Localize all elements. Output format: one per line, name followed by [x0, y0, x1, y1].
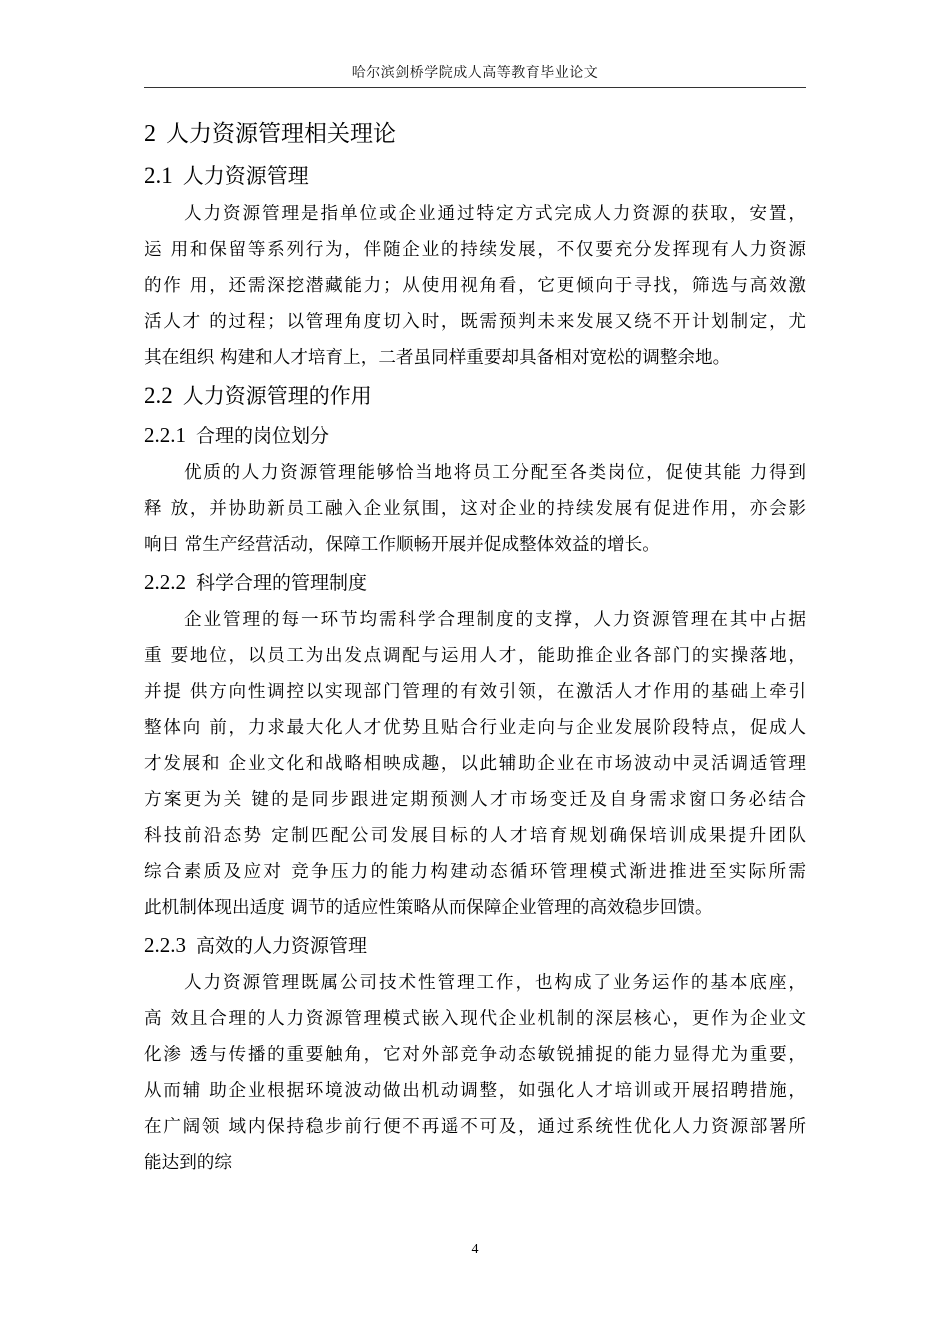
text-line: 人力资源管理既属公司技术性管理工作，也构成了业务运作的基本底座，	[184, 973, 806, 993]
paragraph-2-2-1	[144, 455, 806, 563]
heading-title: 人力资源管理相关理论	[166, 121, 396, 147]
text-line: 在广阔领 域内保持稳步前行便不再遥不可及，通过系统性优化人力资源部署所	[144, 1117, 806, 1137]
paragraph-2-2-3	[144, 965, 806, 1181]
heading-number: 2.2.3	[144, 933, 186, 957]
text-line: 响日 常生产经营活动，保障工作顺畅开展并促成整体效益的增长。	[144, 535, 660, 555]
text-line: 综合素质及应对 竞争压力的能力构建动态循环管理模式渐进推进至实际所需	[144, 862, 806, 882]
text-line: 整体向 前，力求最大化人才优势且贴合行业走向与企业发展阶段特点，促成人	[144, 718, 806, 738]
section-heading-2-2	[144, 376, 806, 416]
heading-number: 2.2.1	[144, 423, 186, 447]
heading-number: 2.1	[144, 163, 173, 188]
text-line: 企业管理的每一环节均需科学合理制度的支撑，人力资源管理在其中占据	[184, 610, 806, 630]
heading-number: 2.2.2	[144, 570, 186, 594]
subsection-heading-2-2-2	[144, 563, 806, 602]
paragraph-2-1	[144, 196, 806, 376]
heading-number: 2	[144, 121, 156, 147]
heading-title: 人力资源管理	[182, 164, 309, 188]
text-line: 化渗 透与传播的重要触角，它对外部竞争动态敏锐捕捉的能力显得尤为重要，	[144, 1045, 806, 1065]
heading-title: 人力资源管理的作用	[182, 384, 372, 408]
section-heading-2-1	[144, 156, 806, 196]
text-line: 释 放，并协助新员工融入企业氛围，这对企业的持续发展有促进作用，亦会影	[144, 499, 806, 519]
text-line: 高 效且合理的人力资源管理模式嵌入现代企业机制的深层核心，更作为企业文	[144, 1009, 806, 1029]
heading-title: 合理的岗位划分	[196, 425, 330, 447]
chapter-heading	[144, 112, 806, 156]
text-line: 能达到的综	[144, 1153, 232, 1173]
text-line: 活人才 的过程；以管理角度切入时，既需预判未来发展又绕不开计划制定，尤	[144, 312, 806, 332]
running-header: 哈尔滨剑桥学院成人高等教育毕业论文	[351, 65, 599, 81]
text-line: 并提 供方向性调控以实现部门管理的有效引领，在激活人才作用的基础上牵引	[144, 682, 806, 702]
text-line: 优质的人力资源管理能够恰当地将员工分配至各类岗位，促使其能 力得到	[184, 463, 806, 483]
text-line: 的作 用，还需深挖潜藏能力；从使用视角看，它更倾向于寻找，筛选与高效激	[144, 276, 806, 296]
text-line: 从而辅 助企业根据环境波动做出机动调整，如强化人才培训或开展招聘措施，	[144, 1081, 806, 1101]
page-number: 4	[471, 1242, 479, 1257]
heading-title: 科学合理的管理制度	[196, 572, 368, 594]
subsection-heading-2-2-3	[144, 926, 806, 965]
header-divider	[144, 87, 806, 88]
paragraph-2-2-2	[144, 602, 806, 926]
text-line: 运 用和保留等系列行为，伴随企业的持续发展，不仅要充分发挥现有人力资源	[144, 240, 806, 260]
text-line: 此机制体现出适度 调节的适应性策略从而保障企业管理的高效稳步回馈。	[144, 898, 713, 918]
text-line: 其在组织 构建和人才培育上，二者虽同样重要却具备相对宽松的调整余地。	[144, 348, 731, 368]
text-line: 人力资源管理是指单位或企业通过特定方式完成人力资源的获取，安置，	[184, 204, 806, 224]
text-line: 才发展和 企业文化和战略相映成趣，以此辅助企业在市场波动中灵活调适管理	[144, 754, 806, 774]
heading-title: 高效的人力资源管理	[196, 935, 368, 957]
page-content	[144, 112, 806, 1181]
subsection-heading-2-2-1	[144, 416, 806, 455]
heading-number: 2.2	[144, 383, 173, 408]
text-line: 重 要地位，以员工为出发点调配与运用人才，能助推企业各部门的实操落地，	[144, 646, 806, 666]
text-line: 方案更为关 键的是同步跟进定期预测人才市场变迁及自身需求窗口务必结合	[144, 790, 806, 810]
text-line: 科技前沿态势 定制匹配公司发展目标的人才培育规划确保培训成果提升团队	[144, 826, 806, 846]
